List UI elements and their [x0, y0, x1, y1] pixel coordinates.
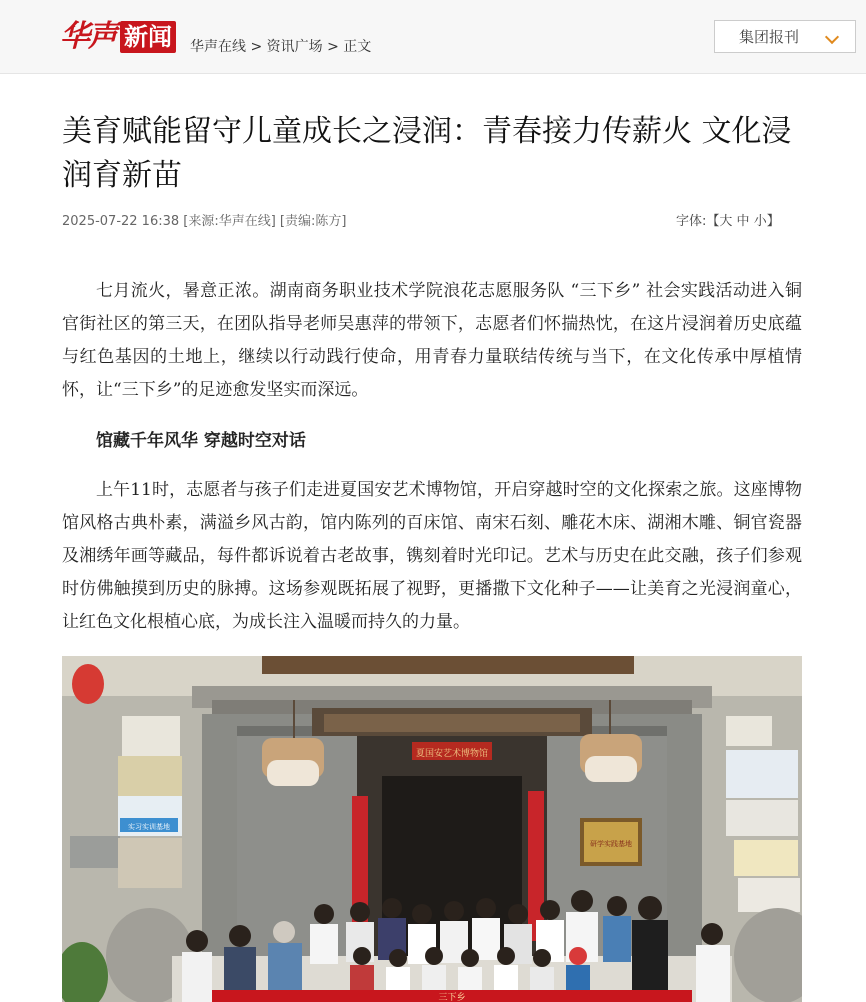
- article-meta: 2025-07-22 16:38 [来源:华声在线] [责编:陈方]: [62, 214, 347, 229]
- breadcrumb-separator: >: [322, 39, 344, 55]
- breadcrumb-current: 正文: [343, 39, 372, 55]
- breadcrumb-separator: >: [246, 39, 267, 55]
- banner-text: 三下乡: [438, 993, 466, 1002]
- breadcrumb-home[interactable]: 华声在线: [190, 39, 246, 55]
- font-size-large[interactable]: 大: [719, 214, 733, 229]
- gate-plaque-text: 夏国安艺术博物馆: [415, 749, 489, 759]
- article-photo: [62, 656, 802, 1002]
- section-subheading: 馆藏千年风华 穿越时空对话: [96, 431, 306, 451]
- site-logo[interactable]: [60, 20, 176, 54]
- group-photo-illustration: [62, 656, 802, 1002]
- article-title: 美育赋能留守儿童成长之浸润：青春接力传薪火 文化浸润育新苗: [62, 114, 792, 193]
- font-size-bracket: 】: [766, 214, 780, 229]
- paragraph: 七月流火，暑意正浓。湖南商务职业技术学院浪花志愿服务队 “三下乡” 社会实践活动进入铜官街社区的第三天，在团队指导老师吴惠萍的带领下，志愿者们怀揣热忱，在这片浸润着历史底蕴与红色基因的土地上，继续以行动践行使命，用青春力量联结传统与当下，在文化传承中厚植情怀，让“三下乡”的足迹愈发坚实而深远。: [62, 281, 802, 400]
- font-size-medium[interactable]: 中: [736, 214, 750, 229]
- breadcrumb-section[interactable]: 资讯广场: [266, 39, 323, 55]
- group-publications-dropdown[interactable]: [714, 20, 856, 53]
- article-body: [62, 275, 802, 657]
- dropdown-label: 集团报刊: [739, 28, 800, 46]
- font-size-label: 字体:【: [676, 214, 720, 229]
- breadcrumb: [190, 36, 371, 56]
- blue-sign-text: 实习实训基地: [128, 823, 170, 831]
- chevron-down-icon: [825, 30, 839, 44]
- site-header: [0, 0, 866, 74]
- font-size-control: [676, 210, 780, 229]
- side-sign-text: 研学实践基地: [590, 840, 632, 848]
- logo-badge: 新闻: [120, 21, 176, 53]
- paragraph: 上午11时，志愿者与孩子们走进夏国安艺术博物馆，开启穿越时空的文化探索之旅。这座博物馆风格古典朴素，满溢乡风古韵，馆内陈列的百床馆、南宋石刻、雕花木床、湖湘木雕、铜官瓷器及湘绣年画等藏品，每件都诉说着古老故事，镌刻着时光印记。艺术与历史在此交融，孩子们参观时仿佛触摸到历史的脉搏。这场参观既拓展了视野，更播撒下文化种子——让美育之光浸润童心，让红色文化根植心底，为成长注入温暖而持久的力量。: [62, 480, 802, 632]
- logo-wordmark: 华声: [60, 19, 116, 54]
- font-size-small[interactable]: 小: [753, 214, 767, 229]
